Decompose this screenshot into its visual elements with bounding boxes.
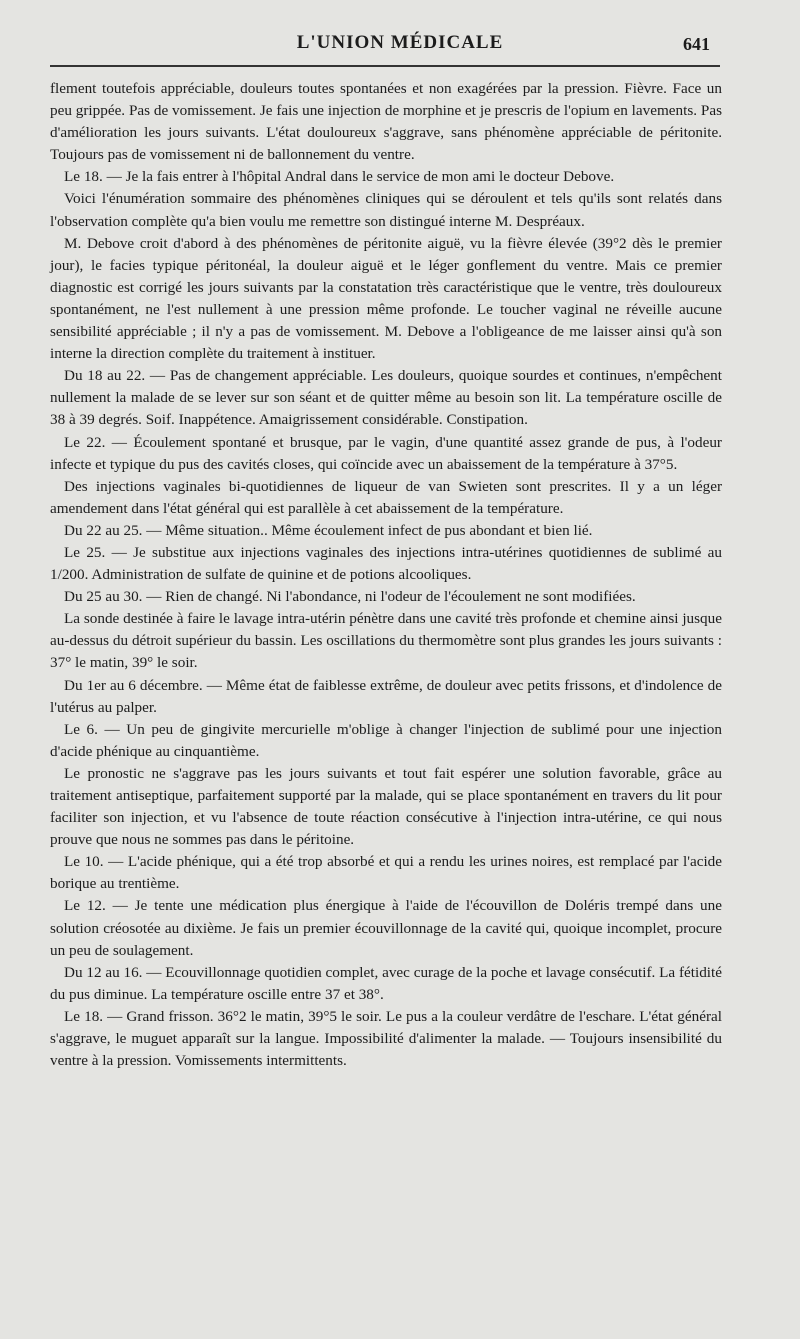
paragraph: Le 10. — L'acide phénique, qui a été trop absorbé et qui a rendu les urines noires, est remplacé par l'acide borique au trentième. [50,853,722,893]
paragraph: flement toutefois appréciable, douleurs toutes spontanées et non exagérées par la pression. Fièvre. Face un peu grippée. Pas de vomissement. Je fais une injection de morphine et je prescris de l'opium en lavements. Pas d'amélioration les jours suivants. L'état douloureux s'aggrave, sans phénomène appréciable de péritonite. Toujours pas de vomissement ni de ballonnement du ventre. [50,80,722,164]
paragraph: Des injections vaginales bi-quotidiennes de liqueur de van Swieten sont prescrites. Il y a un léger amendement dans l'état général qui est parallèle à cet abaissement de la température. [50,477,722,517]
paragraph: Du 1er au 6 décembre. — Même état de faiblesse extrême, de douleur avec petits frissons, et d'indolence de l'utérus au palper. [50,676,722,716]
paragraph: Le 22. — Écoulement spontané et brusque, par le vagin, d'une quantité assez grande de pus, à l'odeur infecte et typique du pus des cavités closes, qui coïncide avec un abaissement de la température à 37°5. [50,433,722,473]
paragraph: La sonde destinée à faire le lavage intra-utérin pénètre dans une cavité très profonde et chemine ainsi jusque au-dessus du détroit supérieur du bassin. Les oscillations du thermomètre sont plus grandes les jours suivants : 37° le matin, 39° le soir. [50,610,722,672]
paragraph: Le 25. — Je substitue aux injections vaginales des injections intra-utérines quotidiennes de sublimé au 1/200. Administration de sulfate de quinine et de potions alcooliques. [50,543,722,584]
running-title: L'UNION MÉDICALE [296,32,504,53]
paragraph: Du 18 au 22. — Pas de changement appréciable. Les douleurs, quoique sourdes et continues, n'empêchent nullement la malade de se lever sur son séant et de quitter même au besoin son lit. La température oscille de 38 à 39 degrés. Soif. Inappétence. Amaigrissement considérable. Constipation. [50,367,722,429]
paragraph: Voici l'énumération sommaire des phénomènes cliniques qui se déroulent et tels qu'ils sont relatés dans l'observation complète qu'a bien voulu me remettre son distingué interne M. Despréaux. [50,190,722,230]
paragraph: Du 12 au 16. — Ecouvillonnage quotidien complet, avec curage de la poche et lavage consécutif. La fétidité du pus diminue. La température oscille entre 37 et 38°. [50,963,722,1003]
page-header [0,28,800,68]
paragraph: Le 18. — Je la fais entrer à l'hôpital Andral dans le service de mon ami le docteur Debove. [64,168,615,186]
paragraph: M. Debove croit d'abord à des phénomènes de péritonite aiguë, vu la fièvre élevée (39°2 dès le premier jour), le facies typique péritonéal, la douleur aiguë et le léger gonflement du ventre. Mais ce premier diagnostic est corrigé les jours suivants par la constatation très caractéristique que le ventre, très douloureux spontanément, ne l'est nullement à une pression même profonde. Le toucher vaginal ne réveille aucune sensibilité appréciable ; il n'y a pas de vomissement. M. Debove a l'obligeance de me laisser ainsi qu'à son interne la direction complète du traitement à instituer. [50,234,722,363]
paragraph: Le 12. — Je tente une médication plus énergique à l'aide de l'écouvillon de Doléris trempé dans une solution créosotée au dixième. Je fais un premier écouvillonnage de la cavité qui, quoique incomplet, procure un peu de soulagement. [50,897,722,959]
paragraph: Le 6. — Un peu de gingivite mercurielle m'oblige à changer l'injection de sublimé pour une injection d'acide phénique au cinquantième. [50,720,722,760]
paragraph: Le pronostic ne s'aggrave pas les jours suivants et tout fait espérer une solution favorable, grâce au traitement antiseptique, parfaitement supporté par la malade, qui se place spontanément en travers du lit pour faciliter son injection, et vu l'absence de toute réaction consécutive à l'injection intra-utérine, ce qui nous prouve que nous ne sommes pas dans le péritoine. [50,764,722,849]
paragraph: Le 18. — Grand frisson. 36°2 le matin, 39°5 le soir. Le pus a la couleur verdâtre de l'eschare. L'état général s'aggrave, le muguet apparaît sur la langue. Impossibilité d'alimenter la malade. — Toujours insensibilité du ventre à la pression. Vomissements intermittents. [50,1007,722,1070]
paragraph: Du 22 au 25. — Même situation.. Même écoulement infect de pus abondant et bien lié. [64,521,593,539]
page-number: 641 [683,34,710,54]
paragraph: Du 25 au 30. — Rien de changé. Ni l'abondance, ni l'odeur de l'écoulement ne sont modifiées. [64,588,636,606]
article-body [50,78,722,1072]
header-rule [50,65,720,67]
